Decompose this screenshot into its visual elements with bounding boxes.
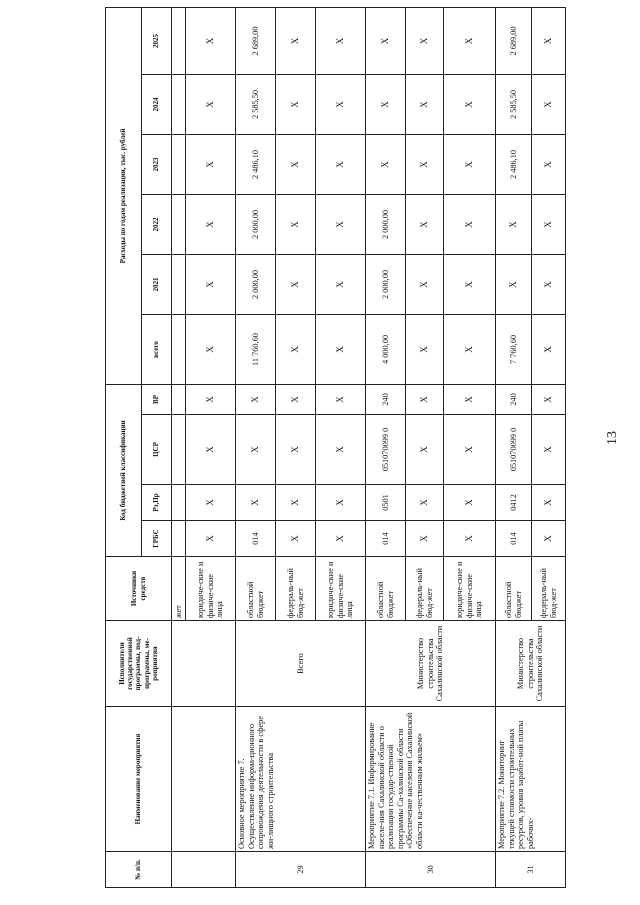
header-csr: ЦСР (142, 415, 172, 485)
cell-csr: X (444, 415, 496, 485)
row-number: 30 (366, 852, 496, 888)
header-executor: Исполнители государственной программы, под-программы, ме-роприятия (106, 621, 172, 707)
cell-rzpr: X (406, 485, 444, 521)
cell-total: X (276, 314, 316, 384)
cell-vr: X (316, 384, 366, 414)
header-2025: 2025 (142, 7, 172, 74)
cell-total: X (532, 314, 566, 384)
header-row-1 (106, 7, 142, 887)
cell-csr: X (316, 415, 366, 485)
cell-rzpr: 0501 (366, 485, 406, 521)
executor: Министерство строительства Сахалинской области (496, 621, 566, 707)
header-source: Источники средств (106, 557, 172, 621)
cell-2025: X (276, 7, 316, 74)
cell-2023: 2 486,10 (496, 134, 532, 194)
page-number: 13 (605, 431, 620, 445)
executor: Министерство строительства Сахалинской области (366, 621, 496, 707)
cell-2021: X (316, 254, 366, 314)
header-expenses: Расходы по годам реализации, тыс. рублей (106, 7, 142, 384)
cell-grbs: X (276, 521, 316, 557)
cell-csr: X (406, 415, 444, 485)
table-row (496, 7, 532, 887)
cell-2024: 2 585,50 (236, 74, 276, 134)
cell-csr: X (532, 415, 566, 485)
table-row (366, 7, 406, 887)
cell-rzpr: X (186, 485, 236, 521)
cell-2024: X (316, 74, 366, 134)
cell-total: X (186, 314, 236, 384)
cell-2025: X (316, 7, 366, 74)
cell-2022: X (316, 194, 366, 254)
cell-grbs: X (316, 521, 366, 557)
cell-2023: X (366, 134, 406, 194)
cell-2022: 2 000,00 (236, 194, 276, 254)
cell-2023: X (406, 134, 444, 194)
carry-row (172, 7, 186, 887)
cell-source: областной бюджет (366, 557, 406, 621)
cell-2025: 2 689,00 (236, 7, 276, 74)
cell-csr: 051070099 0 (496, 415, 532, 485)
cell-2021: X (444, 254, 496, 314)
cell-rzpr: X (236, 485, 276, 521)
cell-vr: X (406, 384, 444, 414)
cell-source: областной бюджет (496, 557, 532, 621)
cell-2021: 2 000,00 (236, 254, 276, 314)
cell-2021: X (276, 254, 316, 314)
cell-csr: X (276, 415, 316, 485)
activity-name: Мероприятие 7.1. Информирование населе-ния Сахалинской области о реализации государ-ственной программы Са-халинской области «Обеспечение населения Сахалинской области ка-чественным жильем» (366, 707, 496, 852)
header-total: всего (142, 314, 172, 384)
cell-2022: 2 000,00 (366, 194, 406, 254)
cell-2023: X (276, 134, 316, 194)
header-2021: 2021 (142, 254, 172, 314)
cell-source: областной бюджет (236, 557, 276, 621)
cell-2022: X (276, 194, 316, 254)
cell-2021: 2 000,00 (366, 254, 406, 314)
cell-source: федераль-ный бюд-жет (276, 557, 316, 621)
cell-total: 7 760,60 (496, 314, 532, 384)
cell-source: федераль-ный бюд-жет (406, 557, 444, 621)
cell-2021: X (406, 254, 444, 314)
cell-total: X (406, 314, 444, 384)
header-2024: 2024 (142, 74, 172, 134)
activity-name: Мероприятие 7.2. Мониторинг текущей стоимости строительных ресурсов, уровня заработ-ной платы рабочих- (496, 707, 566, 852)
cell-grbs: X (444, 521, 496, 557)
cell-vr: X (236, 384, 276, 414)
header-2023: 2023 (142, 134, 172, 194)
cell-rzpr: X (444, 485, 496, 521)
cell-2022: X (406, 194, 444, 254)
cell-grbs: X (406, 521, 444, 557)
row-number: 31 (496, 852, 566, 888)
cell-vr: X (444, 384, 496, 414)
cell-2025: X (532, 7, 566, 74)
cell-source: юридиче-ские и физиче-ские лица (444, 557, 496, 621)
cell-2022: X (444, 194, 496, 254)
cell-2024: X (366, 74, 406, 134)
cell-2021: X (532, 254, 566, 314)
cell-2022: X (496, 194, 532, 254)
cell-source: юридиче-ские и физиче-ские лица (186, 557, 236, 621)
carry-source: жет (172, 557, 186, 621)
cell-2024: X (444, 74, 496, 134)
table-row (236, 7, 276, 887)
cell-2023: X (444, 134, 496, 194)
cell-vr: 240 (496, 384, 532, 414)
cell-total: 11 760,60 (236, 314, 276, 384)
cell-source: юридиче-ские и физиче-ские лица (316, 557, 366, 621)
cell-2022: X (186, 194, 236, 254)
cell-2024: X (186, 74, 236, 134)
cell-2023: X (316, 134, 366, 194)
header-num: № п/п. (106, 852, 172, 888)
cell-2025: X (186, 7, 236, 74)
row-number: 29 (236, 852, 366, 888)
cell-2024: 2 585,50 (496, 74, 532, 134)
cell-total: X (444, 314, 496, 384)
cell-rzpr: X (276, 485, 316, 521)
cell-vr: X (276, 384, 316, 414)
cell-2022: X (532, 194, 566, 254)
cell-2024: X (276, 74, 316, 134)
cell-2023: X (532, 134, 566, 194)
cell-rzpr: X (316, 485, 366, 521)
cell-2023: X (186, 134, 236, 194)
expenses-table (105, 7, 566, 888)
cell-vr: X (532, 384, 566, 414)
cell-vr: 240 (366, 384, 406, 414)
cell-csr: X (186, 415, 236, 485)
cell-source: федераль-ный бюд-жет (532, 557, 566, 621)
cell-total: X (316, 314, 366, 384)
cell-2025: X (366, 7, 406, 74)
header-vr: ВР (142, 384, 172, 414)
cell-2025: X (406, 7, 444, 74)
cell-2023: 2 486,10 (236, 134, 276, 194)
cell-grbs: X (186, 521, 236, 557)
cell-rzpr: 0412 (496, 485, 532, 521)
activity-name: Основное мероприятие 7. Осуществление информа-ционного сопровождения деятельности в сфере жи-лищного строительства (236, 707, 366, 852)
cell-total: 4 000,00 (366, 314, 406, 384)
rotated-table-wrapper (105, 8, 605, 888)
cell-rzpr: X (532, 485, 566, 521)
cell-grbs: X (532, 521, 566, 557)
cell-2024: X (406, 74, 444, 134)
cell-2021: X (186, 254, 236, 314)
cell-csr: 051070099 0 (366, 415, 406, 485)
table-row (186, 7, 236, 887)
cell-grbs: 014 (236, 521, 276, 557)
cell-vr: X (186, 384, 236, 414)
header-2022: 2022 (142, 194, 172, 254)
header-rzpr: Рз,Пр (142, 485, 172, 521)
cell-2025: 2 689,00 (496, 7, 532, 74)
header-budget-code: Код бюджетной классификации (106, 384, 142, 556)
header-name: Наименование мероприятия (106, 707, 172, 852)
cell-csr: X (236, 415, 276, 485)
cell-2025: X (444, 7, 496, 74)
cell-2021: X (496, 254, 532, 314)
header-grbs: ГРБС (142, 521, 172, 557)
cell-grbs: 014 (366, 521, 406, 557)
cell-2024: X (532, 74, 566, 134)
cell-grbs: 014 (496, 521, 532, 557)
executor: Всего (236, 621, 366, 707)
